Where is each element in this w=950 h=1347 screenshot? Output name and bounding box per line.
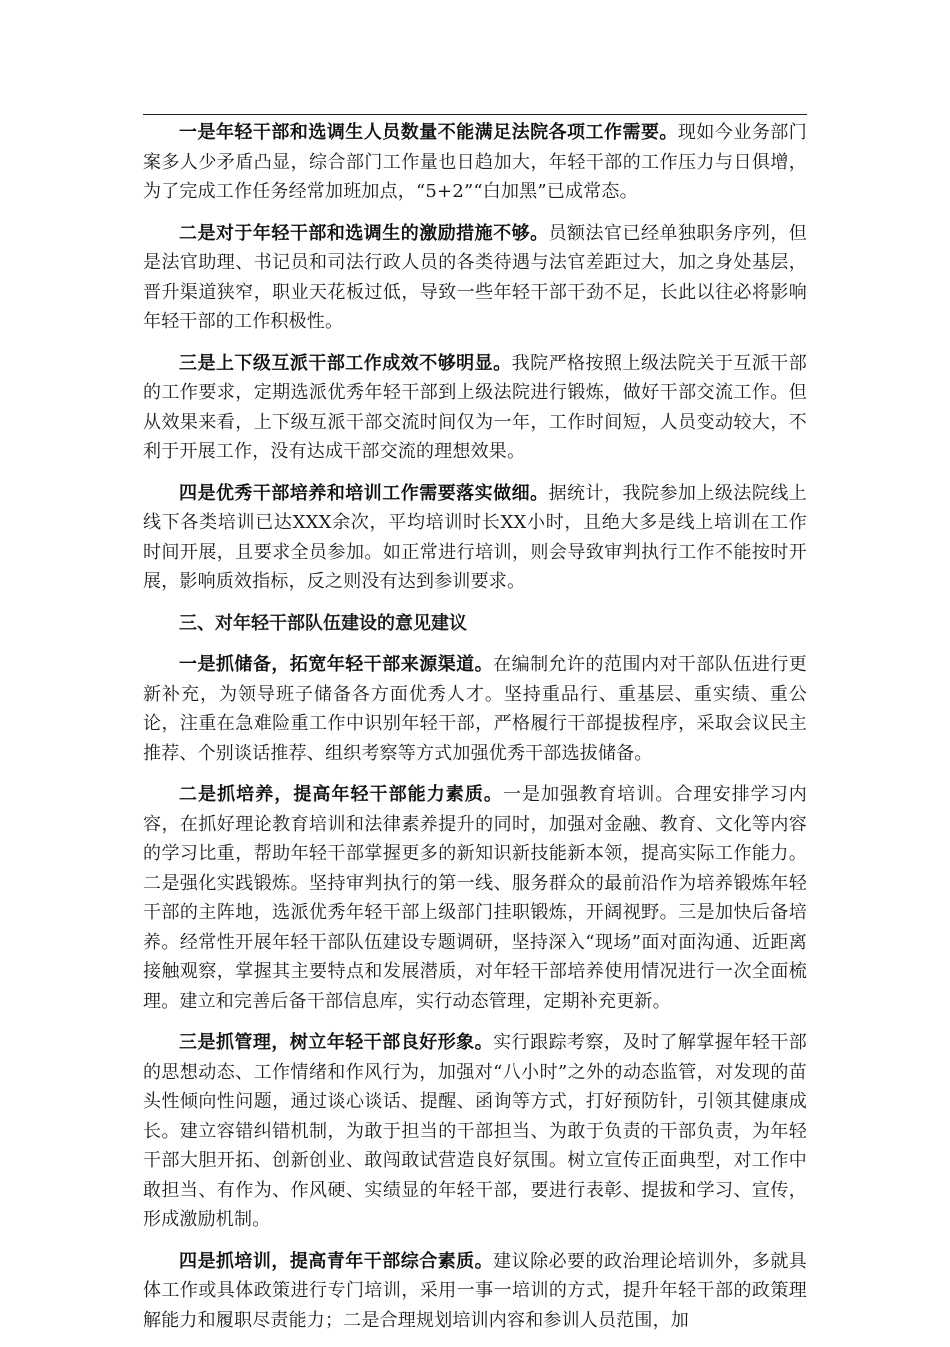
paragraph-lead: 三是上下级互派干部工作成效不够明显。	[179, 352, 512, 374]
paragraph-lead: 一是抓储备，拓宽年轻干部来源渠道。	[179, 654, 494, 675]
paragraph-issue-3	[143, 349, 807, 467]
document-body	[143, 118, 807, 1347]
paragraph-lead: 四是优秀干部培养和培训工作需要落实做细。	[179, 482, 549, 504]
paragraph-lead: 三是抓管理，树立年轻干部良好形象。	[179, 1032, 494, 1053]
paragraph-suggestion-4	[143, 1247, 807, 1336]
paragraph-text: 据统计，我院参加上级法院线上线下各类培训已达XXX余次，平均培训时长XX小时，且绝大多是线上培训在工作时间开展，且要求全员参加。如正常进行培训，则会导致审判执行工作不能按时开展，影响质效指标，反之则没有达到参训要求。	[143, 482, 807, 592]
header-rule	[143, 114, 807, 115]
paragraph-text: 一是加强教育培训。合理安排学习内容，在抓好理论教育培训和法律素养提升的同时，加强对金融、教育、文化等内容的学习比重，帮助年轻干部掌握更多的新知识新技能新本领，提高实际工作能力。二是强化实践锻炼。坚持审判执行的第一线、服务群众的最前沿作为培养锻炼年轻干部的主阵地，选派优秀年轻干部上级部门挂职锻炼，开阔视野。三是加快后备培养。经常性开展年轻干部队伍建设专题调研，坚持深入“现场”面对面沟通、近距离接触观察，掌握其主要特点和发展潜质，对年轻干部培养使用情况进行一次全面梳理。建立和完善后备干部信息库，实行动态管理，定期补充更新。	[143, 784, 807, 1012]
paragraph-text: 建议除必要的政治理论培训外，多就具体工作或具体政策进行专门培训，采用一事一培训的方式，提升年轻干部的政策理解能力和履职尽责能力；二是合理规划培训内容和参训人员范围，加	[143, 1250, 807, 1331]
section-heading: 三、对年轻干部队伍建设的意见建议	[179, 612, 467, 634]
paragraph-issue-2	[143, 219, 807, 337]
paragraph-lead: 四是抓培训，提高青年干部综合素质。	[179, 1250, 494, 1272]
paragraph-text: 员额法官已经单独职务序列，但是法官助理、书记员和司法行政人员的各类待遇与法官差距过大，加之身处基层，晋升渠道狭窄，职业天花板过低，导致一些年轻干部干劲不足，长此以往必将影响年轻干部的工作积极性。	[143, 222, 807, 332]
paragraph-suggestion-3	[143, 1028, 807, 1235]
paragraph-lead: 二是对于年轻干部和选调生的激励措施不够。	[179, 222, 549, 244]
paragraph-text: 在编制允许的范围内对干部队伍进行更新补充，为领导班子储备各方面优秀人才。坚持重品行、重基层、重实绩、重公论，注重在急难险重工作中识别年轻干部，严格履行干部提拔程序，采取会议民主推荐、个别谈话推荐、组织考察等方式加强优秀干部选拔储备。	[143, 654, 807, 764]
paragraph-lead: 一是年轻干部和选调生人员数量不能满足法院各项工作需要。	[179, 122, 678, 143]
paragraph-text: 实行跟踪考察，及时了解掌握年轻干部的思想动态、工作情绪和作风行为，加强对“八小时”之外的动态监管，对发现的苗头性倾向性问题，通过谈心谈话、提醒、函询等方式，打好预防针，引领其健康成长。建立容错纠错机制，为敢于担当的干部担当、为敢于负责的干部负责，为年轻干部大胆开拓、创新创业、敢闯敢试营造良好氛围。树立宣传正面典型，对工作中敢担当、有作为、作风硬、实绩显的年轻干部，要进行表彰、提拔和学习、宣传，形成激励机制。	[143, 1032, 807, 1230]
paragraph-lead: 二是抓培养，提高年轻干部能力素质。	[179, 784, 503, 805]
paragraph-suggestion-2	[143, 780, 807, 1016]
paragraph-suggestion-1	[143, 650, 807, 768]
paragraph-issue-4	[143, 479, 807, 597]
paragraph-issue-1	[143, 118, 807, 207]
paragraph-text: 现如今业务部门案多人少矛盾凸显，综合部门工作量也日趋加大，年轻干部的工作压力与日俱增，为了完成工作任务经常加班加点，“5+2”“白加黑”已成常态。	[143, 122, 807, 202]
paragraph-text: 我院严格按照上级法院关于互派干部的工作要求，定期选派优秀年轻干部到上级法院进行锻炼，做好干部交流工作。但从效果来看，上下级互派干部交流时间仅为一年，工作时间短，人员变动较大，不利于开展工作，没有达成干部交流的理想效果。	[143, 352, 807, 462]
